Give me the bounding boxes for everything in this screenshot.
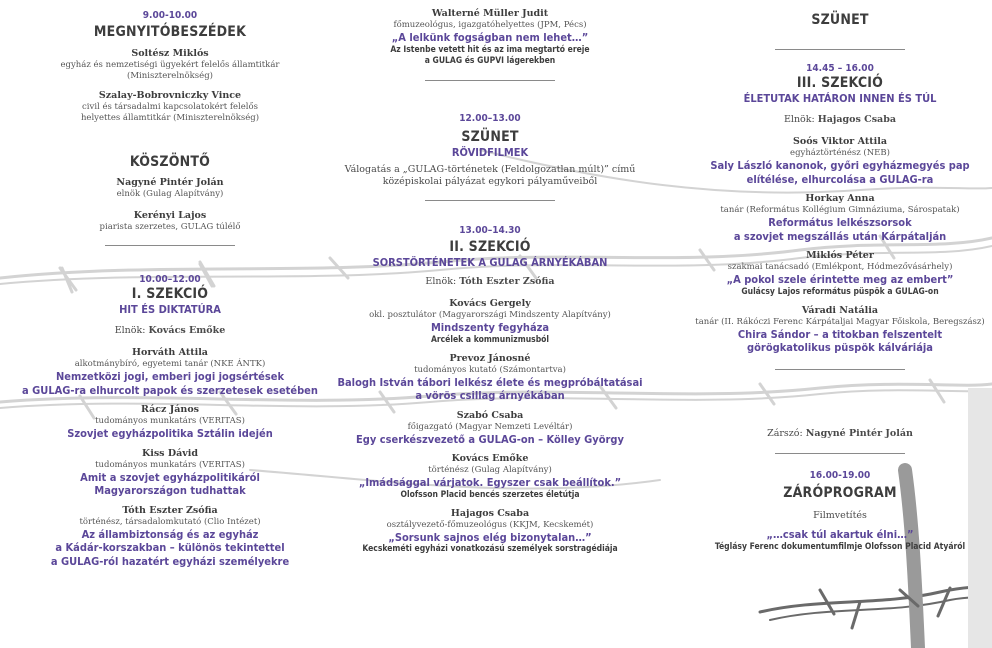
talk-title: Balogh István tábori lelkész élete és megpróbáltatásai <box>337 375 643 389</box>
talk-role: tudományos munkatárs (VERITAS) <box>95 459 245 470</box>
talk-role: osztályvezető-főmuzeológus (KKJM, Kecskemét) <box>386 519 594 530</box>
divider <box>775 49 905 50</box>
film-note: Téglásy Ferenc dokumentumfilmje Olofsson Placid Atyáról <box>714 541 966 552</box>
talk-speaker: Hajagos Csaba <box>450 507 530 519</box>
speaker-role: civil és társadalmi kapcsolatokért felelős <box>82 102 258 112</box>
talk-note: Gulácsy Lajos református püspök a GULAG-on <box>741 286 939 297</box>
section2-chair: Elnök: Tóth Eszter Zsófia <box>425 276 555 287</box>
talk-speaker: Kovács Gergely <box>449 298 531 309</box>
talk-role: alkotmánybíró, egyetemi tanár (NKE ÁNTK) <box>74 359 266 369</box>
closing-words: Zárszó: Nagyné Pintér Jolán <box>767 428 913 439</box>
talk-title: „Imádsággal várjatok. Egyszer csak beállítok.” <box>358 476 622 489</box>
talk-role: tudományos kutató (Számontartva) <box>414 364 566 375</box>
section1-title: I. SZEKCIÓ <box>131 286 209 302</box>
opening-time: 9.00-10.00 <box>142 10 198 21</box>
talk-title: a vörös csillag árnyékában <box>415 389 565 402</box>
speaker-role: helyettes államtitkár (Miniszterelnökség) <box>80 113 260 123</box>
section1-time: 10.00–12.00 <box>139 274 201 285</box>
divider <box>105 245 235 246</box>
speaker-name: Soltész Miklós <box>131 48 209 59</box>
break-subtitle: RÖVIDFILMEK <box>451 146 529 159</box>
speaker-name: Nagyné Pintér Jolán <box>116 177 224 188</box>
divider <box>775 453 905 454</box>
talk-title: a GULAG-ra elhurcolt papok és szerzetesek esetében <box>22 383 318 397</box>
talk-note: Olofsson Placid bencés szerzetes életútja <box>400 489 580 500</box>
talk-title: Nemzetközi jogi, emberi jogi jogsértések <box>55 370 285 383</box>
final-description: Filmvetítés <box>813 510 867 521</box>
talk-role: főigazgató (Magyar Nemzeti Levéltár) <box>407 421 573 432</box>
talk-role: tanár (II. Rákóczi Ferenc Kárpátaljai Magyar Főiskola, Beregszász) <box>695 316 985 327</box>
talk-title: Amit a szovjet egyházpolitikáról <box>80 470 260 484</box>
section3-chair: Elnök: Hajagos Csaba <box>783 114 897 125</box>
break-description: Válogatás a „GULAG-történetek (Feldolgozatlan múlt)” című <box>344 164 636 175</box>
divider <box>425 200 555 201</box>
talk-title: „A lelkünk fogságban nem lehet…” <box>391 31 589 44</box>
speaker-role: (Miniszterelnökség) <box>127 71 213 81</box>
speaker-name: Szalay-Bobrovniczky Vince <box>98 90 242 101</box>
talk-speaker: Szabó Csaba <box>456 409 524 421</box>
speaker-role: elnök (Gulag Alapítvány) <box>116 189 224 199</box>
divider <box>425 80 555 81</box>
break-description: középiskolai pályázat egykori pályaműveiből <box>382 176 598 187</box>
talk-role: főmuzeológus, igazgatóhelyettes (JPM, Pécs) <box>393 20 587 30</box>
talk-speaker: Kovács Emőke <box>451 453 529 464</box>
talk-title: Mindszenty fegyháza <box>430 321 550 334</box>
talk-role: szakmai tanácsadó (Emlékpont, Hódmezővásárhely) <box>727 262 953 272</box>
talk-title: Magyarországon tudhattak <box>94 484 246 497</box>
section1-chair: Elnök: Kovács Emőke <box>114 325 226 336</box>
film-title: „…csak túl akartuk élni…” <box>766 528 914 541</box>
talk-speaker: Miklós Péter <box>806 250 874 261</box>
section3-time: 14.45 – 16.00 <box>806 63 874 74</box>
talk-role: történész, társadalomkutató (Clio Intézet) <box>79 516 261 527</box>
talk-title: Szovjet egyházpolitika Sztálin idején <box>67 427 273 440</box>
talk-speaker: Soós Viktor Attila <box>793 136 887 147</box>
speaker-role: piarista szerzetes, GULAG túlélő <box>99 222 241 232</box>
section3-title: III. SZEKCIÓ <box>796 75 884 91</box>
final-title: ZÁRÓPROGRAM <box>783 485 897 501</box>
talk-speaker: Horkay Anna <box>805 193 875 204</box>
welcome-title: KÖSZÖNTŐ <box>129 154 211 170</box>
section2-time: 13.00–14.30 <box>459 225 521 236</box>
talk-role: történész (Gulag Alapítvány) <box>428 465 552 475</box>
talk-speaker: Rácz János <box>141 404 199 415</box>
section1-subtitle: HIT ÉS DIKTATÚRA <box>119 303 221 316</box>
talk-title: görögkatolikus püspök kálváriája <box>747 341 933 354</box>
talk-title: elítélése, elhurcolása a GULAG-ra <box>746 172 934 186</box>
section2-subtitle: SORSTÖRTÉNETEK A GULAG ÁRNYÉKÁBAN <box>372 256 608 269</box>
talk-title: Chira Sándor – a titokban felszentelt <box>737 327 943 341</box>
talk-title: a szovjet megszállás után Kárpátalján <box>733 229 947 243</box>
talk-role: okl. posztulátor (Magyarországi Mindszenty Alapítvány) <box>369 310 611 320</box>
talk-role: tudományos munkatárs (VERITAS) <box>95 416 245 426</box>
talk-title: a Kádár-korszakban – különös tekintettel <box>55 541 285 554</box>
final-time: 16.00-19.00 <box>809 470 871 481</box>
talk-title: Református lelkészsorsok <box>768 216 912 229</box>
talk-title: a GULAG-ról hazatért egyházi személyekre <box>50 554 290 568</box>
talk-role: egyháztörténész (NEB) <box>790 148 890 158</box>
speaker-name: Kerényi Lajos <box>133 210 207 221</box>
break-title: SZÜNET <box>811 12 869 28</box>
talk-note: Az Istenbe vetett hit és az ima megtartó ereje <box>390 44 590 55</box>
talk-note: a GULAG és GUPVI lágerekben <box>424 55 556 66</box>
break-time: 12.00–13.00 <box>459 113 521 124</box>
talk-title: „A pokol szele érintette meg az embert” <box>726 273 954 286</box>
talk-note: Arcélek a kommunizmusból <box>430 334 550 345</box>
talk-speaker: Kiss Dávid <box>141 447 199 459</box>
talk-title: Saly László kanonok, győri egyházmegyés pap <box>710 159 970 172</box>
talk-speaker: Prevoz Jánosné <box>449 352 531 364</box>
talk-speaker: Tóth Eszter Zsófia <box>122 504 218 516</box>
talk-title: „Sorsunk sajnos elég bizonytalan…” <box>388 530 592 544</box>
divider <box>775 369 905 370</box>
speaker-role: egyház és nemzetiségi ügyekért felelős államtitkár <box>60 60 280 70</box>
talk-speaker: Walterné Müller Judit <box>431 8 549 19</box>
talk-speaker: Horváth Attila <box>132 347 208 358</box>
section3-subtitle: ÉLETUTAK HATÁRON INNEN ÉS TÚL <box>743 92 937 105</box>
opening-title: MEGNYITÓBESZÉDEK <box>93 24 247 40</box>
talk-note: Kecskeméti egyházi vonatkozású személyek sorstragédiája <box>362 544 618 554</box>
talk-title: Az állambiztonság és az egyház <box>81 527 259 541</box>
talk-role: tanár (Református Kollégium Gimnáziuma, Sárospatak) <box>720 205 960 215</box>
talk-speaker: Váradi Natália <box>801 304 879 316</box>
talk-title: Egy cserkészvezető a GULAG-on – Kölley György <box>356 432 624 446</box>
break-title: SZÜNET <box>461 129 519 145</box>
section2-title: II. SZEKCIÓ <box>449 239 531 255</box>
